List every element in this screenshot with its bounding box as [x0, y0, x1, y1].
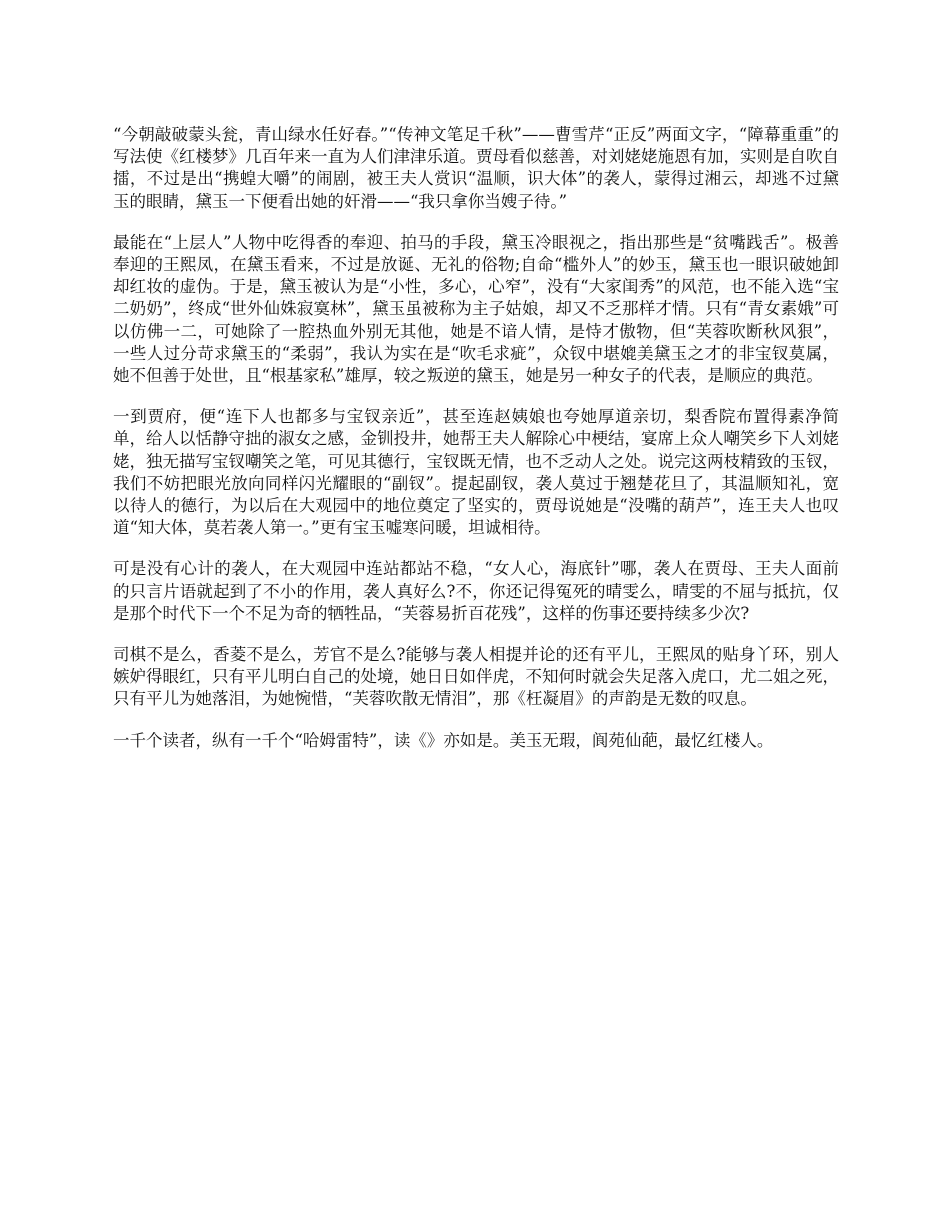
paragraph-2: 最能在“上层人”人物中吃得香的奉迎、拍马的手段，黛玉冷眼视之，指出那些是“贫嘴践舌”。极善奉迎的王熙凤，在黛玉看来，不过是放诞、无礼的俗物;自命“槛外人”的妙玉，黛玉也一眼识破她卸却红妆的虚伪。于是，黛玉被认为是“小性，多心，心窄”，没有“大家闺秀”的风范，也不能入选“宝二奶奶”，终成“世外仙姝寂寞林”，黛玉虽被称为主子姑娘，却又不乏那样才情。只有“青女素娥”可以仿佛一二，可她除了一腔热血外别无其他，她是不谙人情，是恃才傲物，但“芙蓉吹断秋风狠”，一些人过分苛求黛玉的“柔弱”，我认为实在是“吹毛求疵”，众钗中堪媲美黛玉之才的非宝钗莫属，她不但善于处世，且“根基家私”雄厚，较之叛逆的黛玉，她是另一种女子的代表，是顺应的典范。 — [113, 232, 839, 386]
paragraph-6: 一千个读者，纵有一千个“哈姆雷特”，读《》亦如是。美玉无瑕，阆苑仙葩，最忆红楼人。 — [113, 730, 774, 750]
paragraph-3: 一到贾府，便“连下人也都多与宝钗亲近”，甚至连赵姨娘也夸她厚道亲切，梨香院布置得素净简单，给人以恬静守拙的淑女之感，金钏投井，她帮王夫人解除心中梗结，宴席上众人嘲笑乡下人刘姥姥，独无描写宝钗嘲笑之笔，可见其德行，宝钗既无情，也不乏动人之处。说完这两枝精致的玉钗，我们不妨把眼光放向同样闪光耀眼的“副钗”。提起副钗，袭人莫过于翘楚花旦了，其温顺知礼，宽以待人的德行，为以后在大观园中的地位奠定了坚实的，贾母说她是“没嘴的葫芦”，连王夫人也叹道“知大体，莫若袭人第一。”更有宝玉嘘寒问暖，坦诚相待。 — [113, 407, 839, 538]
paragraph-1: “今朝敲破蒙头瓮，青山绿水任好春。”“传神文笔足千秋”——曹雪芹“正反”两面文字，“障幕重重”的写法使《红楼梦》几百年来一直为人们津津乐道。贾母看似慈善，对刘姥姥施恩有加，实则是自吹自擂，不过是出“携蝗大嚼”的闹剧，被王夫人赏识“温顺，识大体”的袭人，蒙得过湘云，却逃不过黛玉的眼睛，黛玉一下便看出她的奸滑——“我只拿你当嫂子待。” — [113, 125, 839, 211]
paragraph-5: 司棋不是么，香菱不是么，芳官不是么?能够与袭人相提并论的还有平儿，王熙凤的贴身丫环，别人嫉妒得眼红，只有平儿明白自己的处境，她日日如伴虎，不知何时就会失足落入虎口，尤二姐之死，只有平儿为她落泪，为她惋惜，“芙蓉吹散无情泪”，那《枉凝眉》的声韵是无数的叹息。 — [113, 645, 839, 709]
article-body — [113, 124, 839, 771]
paragraph-4: 可是没有心计的袭人，在大观园中连站都站不稳，“女人心，海底针”哪，袭人在贾母、王夫人面前的只言片语就起到了不小的作用，袭人真好么?不，你还记得冤死的晴雯么，晴雯的不屈与抵抗，仅是那个时代下一个不足为奇的牺牲品，“芙蓉易折百花残”，这样的伤事还要持续多少次? — [113, 559, 839, 623]
